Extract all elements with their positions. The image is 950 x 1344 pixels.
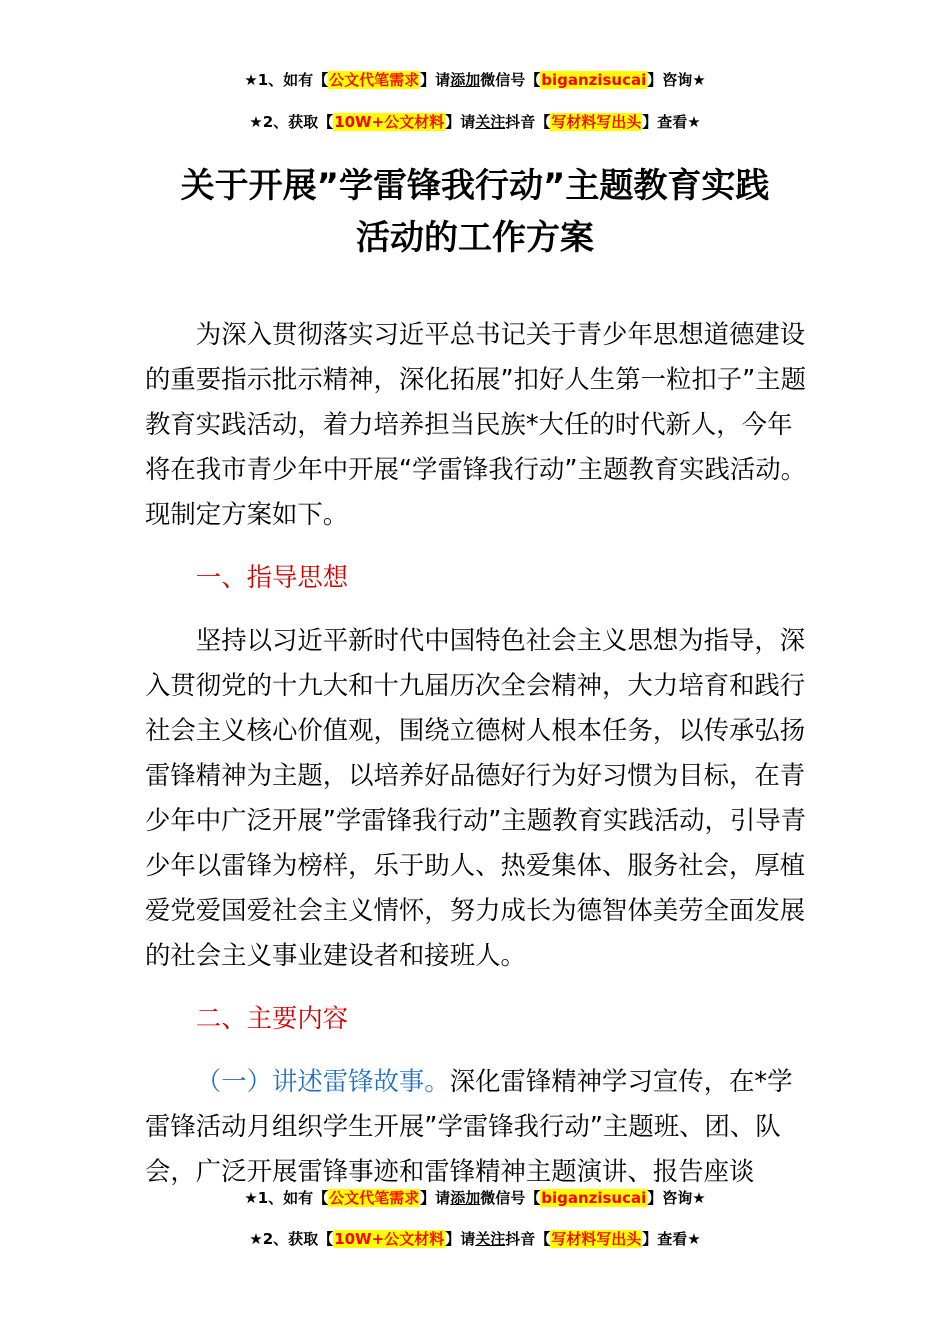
- banner-text: ★1、如有【: [244, 71, 329, 89]
- banner-text: 】请: [420, 71, 451, 89]
- banner-highlight: biganzisucai: [541, 1189, 647, 1207]
- document-body: [145, 312, 810, 1194]
- banner-highlight: 公文代笔需求: [329, 1189, 420, 1207]
- banner-underline: 关注: [475, 113, 506, 131]
- section-heading-1: 一、指导思想: [195, 562, 349, 592]
- banner-highlight: 写材料写出头: [551, 113, 642, 131]
- banner-text: 】查看★: [642, 1230, 701, 1248]
- title-line-2: 活动的工作方案: [356, 218, 594, 258]
- banner-highlight: 10W+公文材料: [334, 113, 445, 131]
- subheading-1: （一）讲述雷锋故事。: [195, 1066, 450, 1096]
- content-paragraph-1: [145, 1059, 810, 1194]
- banner-underline: 添加: [450, 71, 481, 89]
- top-banner-line-2: [0, 112, 950, 132]
- banner-text: 抖音【: [505, 113, 551, 131]
- banner-text: 微信号【: [480, 1189, 541, 1207]
- banner-text: ★1、如有【: [244, 1189, 329, 1207]
- banner-text: 抖音【: [505, 1230, 551, 1248]
- banner-text: ★2、获取【: [249, 1230, 334, 1248]
- banner-text: 】咨询★: [647, 71, 706, 89]
- banner-text: 】请: [445, 1230, 476, 1248]
- banner-text: 】请: [445, 113, 476, 131]
- banner-text: 微信号【: [480, 71, 541, 89]
- banner-text: 】查看★: [642, 113, 701, 131]
- intro-paragraph: 为深入贯彻落实习近平总书记关于青少年思想道德建设的重要指示批示精神，深化拓展”扣好人生第一粒扣子”主题教育实践活动，着力培养担当民族*大任的时代新人，今年将在我市青少年中开展“学雷锋我行动”主题教育实践活动。现制定方案如下。: [145, 319, 807, 529]
- guiding-thought-paragraph: 坚持以习近平新时代中国特色社会主义思想为指导，深入贯彻党的十九大和十九届历次全会精神，大力培育和践行社会主义核心价值观，围绕立德树人根本任务，以传承弘扬雷锋精神为主题，以培养好品德好行为好习惯为目标，在青少年中广泛开展”学雷锋我行动”主题教育实践活动，引导青少年以雷锋为榜样，乐于助人、热爱集体、服务社会，厚植爱党爱国爱社会主义情怀，努力成长为德智体美劳全面发展的社会主义事业建设者和接班人。: [145, 625, 807, 970]
- title-line-1: 关于开展”学雷锋我行动”主题教育实践: [180, 166, 770, 206]
- section-heading-2: 二、主要内容: [195, 1003, 349, 1033]
- banner-text: 】咨询★: [647, 1189, 706, 1207]
- banner-highlight: 公文代笔需求: [329, 71, 420, 89]
- top-banner-line-1: [0, 70, 950, 90]
- banner-underline: 添加: [450, 1189, 481, 1207]
- banner-text: ★2、获取【: [249, 113, 334, 131]
- banner-highlight: 10W+公文材料: [334, 1230, 445, 1248]
- bottom-banner-line-1: [0, 1188, 950, 1208]
- banner-highlight: 写材料写出头: [551, 1230, 642, 1248]
- document-title: [100, 160, 850, 264]
- banner-highlight: biganzisucai: [541, 71, 647, 89]
- bottom-banner-line-2: [0, 1229, 950, 1249]
- banner-underline: 关注: [475, 1230, 506, 1248]
- subheading-1-text: 深化雷锋精神学习宣传，在*学雷锋活动月组织学生开展”学雷锋我行动”主题班、团、队会，广泛开展雷锋事迹和雷锋精神主题演讲、报告座谈: [145, 1066, 793, 1186]
- banner-text: 】请: [420, 1189, 451, 1207]
